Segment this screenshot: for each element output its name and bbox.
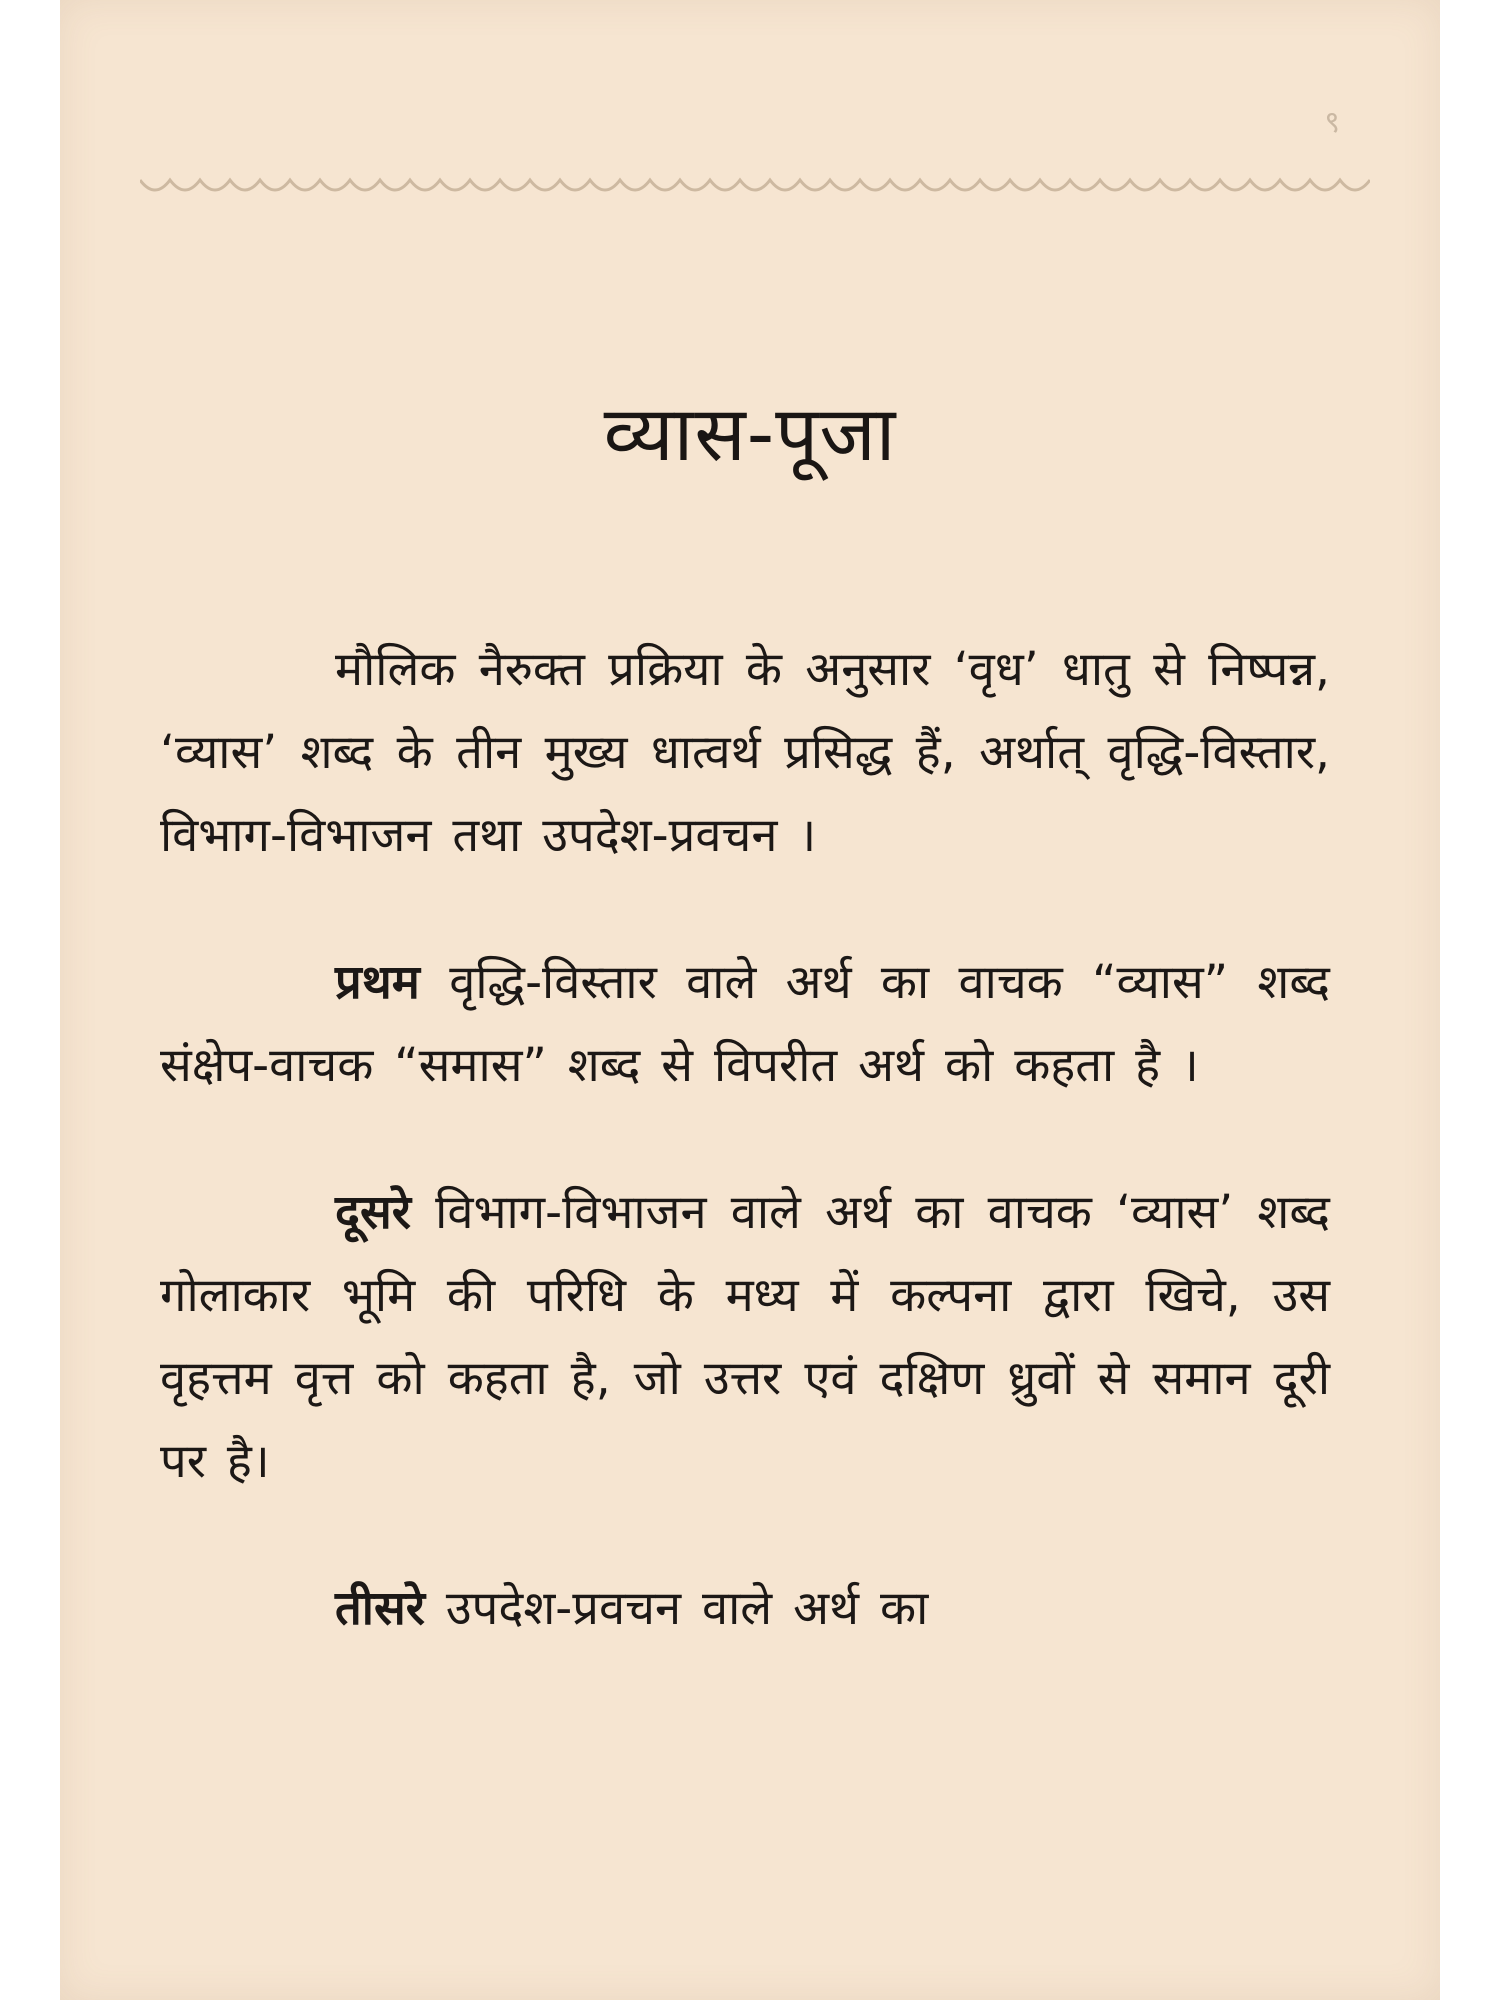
paragraph-2-text: वृद्धि-विस्तार वाले अर्थ का वाचक “व्यास” शब्द संक्षेप-वाचक “समास” शब्द से विपरीत अर्थ को कहता है । (160, 955, 1330, 1093)
paragraph-1 (160, 628, 1330, 877)
paragraph-3-text: विभाग-विभाजन वाले अर्थ का वाचक ‘व्यास’ शब्द गोलाकार भूमि की परिधि के मध्य में कल्पना द्वारा खिचे, उस वृहत्तम वृत्त को कहता है, जो उत्तर एवं दक्षिण ध्रुवों से समान दूरी पर है। (160, 1185, 1330, 1489)
page-title: व्यास-पूजा (603, 389, 897, 478)
paragraph-3 (160, 1171, 1330, 1503)
body-text (160, 628, 1330, 1714)
paragraph-2-lead: प्रथम (335, 955, 420, 1010)
paragraph-4-lead: तीसरे (335, 1581, 425, 1636)
paragraph-3-lead: दूसरे (335, 1185, 411, 1240)
book-page (60, 0, 1440, 2000)
paragraph-4 (160, 1567, 1330, 1650)
paragraph-4-text: उपदेश-प्रवचन वाले अर्थ का (445, 1581, 929, 1636)
paragraph-2 (160, 941, 1330, 1107)
paragraph-1-text: मौलिक नैरुक्त प्रक्रिया के अनुसार ‘वृध’ धातु से निष्पन्न, ‘व्यास’ शब्द के तीन मुख्य धात्वर्थ प्रसिद्ध हैं, अर्थात् वृद्धि-विस्तार, विभाग-विभाजन तथा उपदेश-प्रवचन । (160, 642, 1330, 863)
scalloped-header-border (140, 170, 1370, 210)
page-number: ९ (1324, 105, 1340, 140)
